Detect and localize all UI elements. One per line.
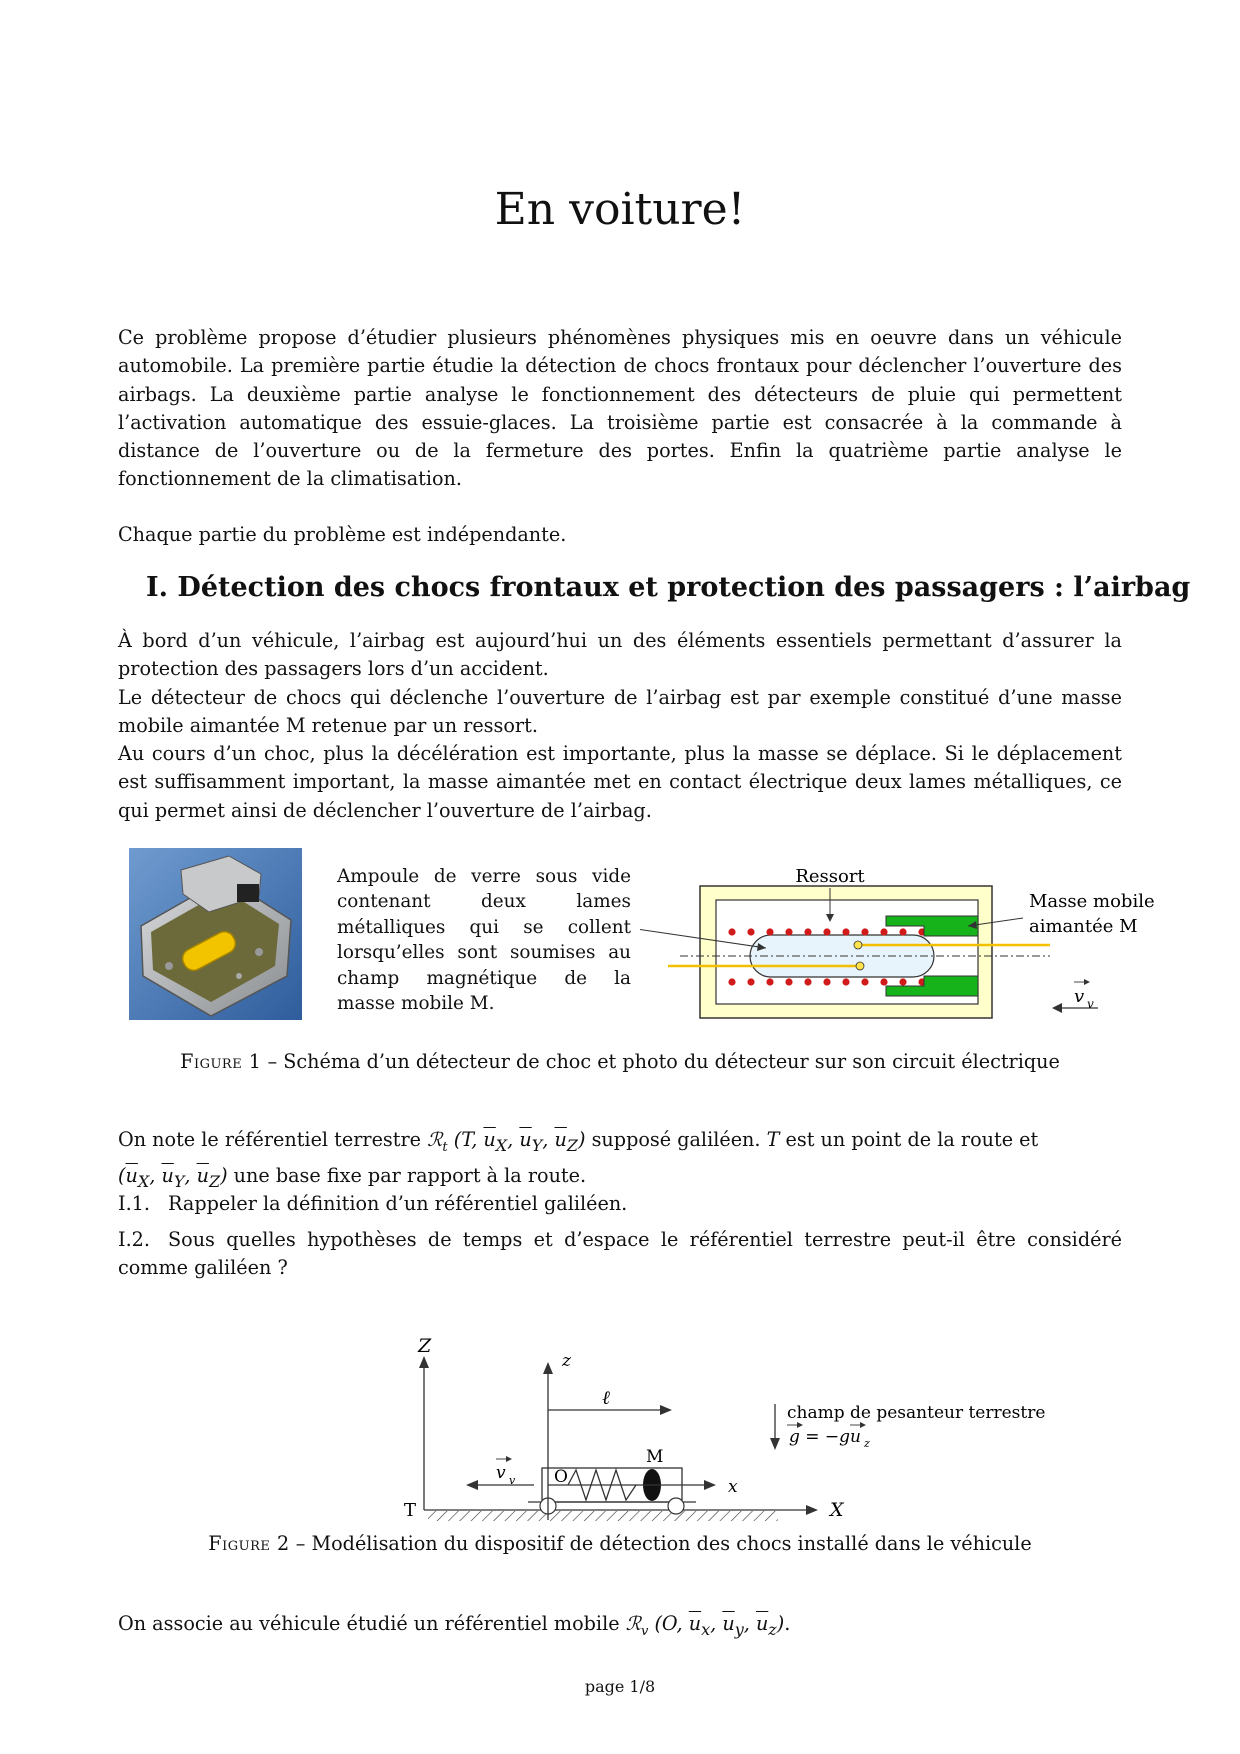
mobile-ref-tail: . (784, 1612, 791, 1635)
coil-dot (804, 928, 811, 935)
question-i-2 (118, 1226, 1122, 1283)
figure-2-caption-prefix: Figure 2 (208, 1532, 290, 1555)
label-masse-1: Masse mobile (1029, 891, 1155, 912)
ref-line1-b: supposé galiléen. (585, 1128, 767, 1151)
coil-dot (728, 928, 735, 935)
mobile-ref-text: On associe au véhicule étudié un référentiel mobile (118, 1612, 626, 1635)
label-X: X (830, 1499, 844, 1521)
coil-dot (823, 928, 830, 935)
figure-2-caption-text: – Modélisation du dispositif de détection des chocs installé dans le véhicule (289, 1532, 1032, 1555)
airbag-sensor-photo (129, 848, 302, 1020)
mobile-ref-basis: (O, $\overline{u}_x$, $\overline{u}_y$, $\overline{u}_z$) (648, 1612, 785, 1639)
page-number: page 1/8 (584, 1677, 656, 1696)
label-masse-2: aimantée M (1029, 916, 1138, 937)
label-ressort: Ressort (795, 866, 865, 887)
coil-dot (766, 978, 773, 985)
ref-line2: une base fixe par rapport à la route. (227, 1164, 587, 1188)
coil-dot (728, 978, 735, 985)
model-diagram (390, 1330, 1070, 1530)
coil-dot (899, 928, 906, 935)
coil-dot (766, 928, 773, 935)
coil-dot (842, 928, 849, 935)
label-v-sub-fig2: v (509, 1474, 516, 1487)
ground-hatching (428, 1511, 778, 1521)
lower-contact (856, 962, 864, 970)
coil-dot (785, 928, 792, 935)
coil-dot (823, 978, 830, 985)
mobile-ref-symbol: ℛ (625, 1612, 641, 1635)
label-O: O (554, 1467, 568, 1487)
label-T: T (404, 1500, 417, 1521)
wheel-right (668, 1498, 684, 1514)
ref-symbol: ℛ (427, 1128, 443, 1151)
question-i-1 (118, 1190, 1122, 1218)
coil-dot (861, 928, 868, 935)
ref-basis-1: (T, $\overline{u}_X$, $\overline{u}_Y$, $\overline{u}_Z$) (447, 1128, 586, 1155)
coil-dot (861, 978, 868, 985)
label-g-sub: z (864, 1437, 870, 1450)
label-v-fig1: v (1074, 986, 1085, 1007)
ref-line1-c: est un point de la route et (779, 1128, 1039, 1151)
intro-independence-note: Chaque partie du problème est indépendante. (118, 523, 567, 546)
ref-symbol-sub: t (442, 1139, 448, 1155)
shock-detector-schematic (640, 850, 1170, 1030)
figure-1-caption-text: – Schéma d’un détecteur de choc et photo du détecteur sur son circuit électrique (261, 1050, 1060, 1073)
question-i-1-text: Rappeler la définition d’un référentiel galiléen. (168, 1192, 628, 1215)
coil-dot (899, 978, 906, 985)
figure-1-caption (0, 1050, 1240, 1073)
label-z: z (562, 1351, 571, 1371)
upper-contact (854, 941, 862, 949)
label-Z: Z (418, 1335, 432, 1357)
ref-point-T: T (766, 1128, 780, 1151)
page-title: En voiture! (494, 184, 746, 235)
coil-dot (785, 978, 792, 985)
figure-2-caption (0, 1532, 1240, 1555)
mobile-frame-paragraph (118, 1610, 1122, 1646)
section-1-heading: I. Détection des chocs frontaux et protection des passagers : l’airbag (146, 572, 1191, 603)
coil-dot (842, 978, 849, 985)
intro-paragraph: Ce problème propose d’étudier plusieurs phénomènes physiques mis en oeuvre dans un véhicule automobile. La première partie étudie la détection de chocs frontaux pour déclencher l’ouverture des airbags. La deuxième partie analyse le fonctionnement des détecteurs de pluie qui permettent l’activation automatique des essuie-glaces. La troisième partie est consacrée à la commande à distance de l’ouverture ou de la fermeture des portes. Enfin la quatrième partie analyse le fonctionnement de la climatisation. (118, 326, 1122, 491)
section-1-paragraph-3: Au cours d’un choc, plus la décélération est importante, plus la masse se déplace. Si le déplacement est suffisamment important, la masse aimantée met en contact électrique deux lames métalliques, ce qui permet ainsi de déclencher l’ouverture de l’airbag. (118, 742, 1122, 822)
coil-dot (747, 928, 754, 935)
label-field: champ de pesanteur terrestre (787, 1403, 1046, 1423)
question-i-2-text: Sous quelles hypothèses de temps et d’espace le référentiel terrestre peut-il être considéré comme galiléen ? (118, 1228, 1122, 1280)
label-l: ℓ (602, 1387, 610, 1409)
figure-1-caption-prefix: Figure 1 (180, 1050, 262, 1073)
section-1-paragraph-2: Le détecteur de chocs qui déclenche l’ouverture de l’airbag est par exemple constitué d’une masse mobile aimantée M retenue par un ressort. (118, 686, 1122, 738)
label-v-sub-fig1: v (1087, 997, 1094, 1011)
question-i-1-number: I.1. (118, 1192, 150, 1215)
section-1-paragraph-1: À bord d’un véhicule, l’airbag est aujourd’hui un des éléments essentiels permettant d’assurer la protection des passagers lors d’un accident. (118, 629, 1122, 681)
coil-dot (747, 978, 754, 985)
question-i-2-number: I.2. (118, 1228, 150, 1251)
coil-dot (880, 928, 887, 935)
label-v-fig2: v (496, 1463, 506, 1483)
terrestrial-frame-paragraph (118, 1126, 1122, 1196)
bulb-description: Ampoule de verre sous vide contenant deux lames métalliques qui se collent lorsqu’elles sont soumises au champ magnétique de la masse mobile M. (337, 866, 631, 1015)
ref-line1-a: On note le référentiel terrestre (118, 1128, 428, 1151)
ref-basis-2: ($\overline{u}_X$, $\overline{u}_Y$, $\overline{u}_Z$) (118, 1164, 228, 1191)
coil-dot (804, 978, 811, 985)
label-M: M (646, 1447, 664, 1467)
coil-dot (880, 978, 887, 985)
mobile-ref-symbol-sub: v (640, 1623, 649, 1639)
label-g: g = −gu (789, 1427, 862, 1447)
label-x: x (728, 1477, 738, 1497)
